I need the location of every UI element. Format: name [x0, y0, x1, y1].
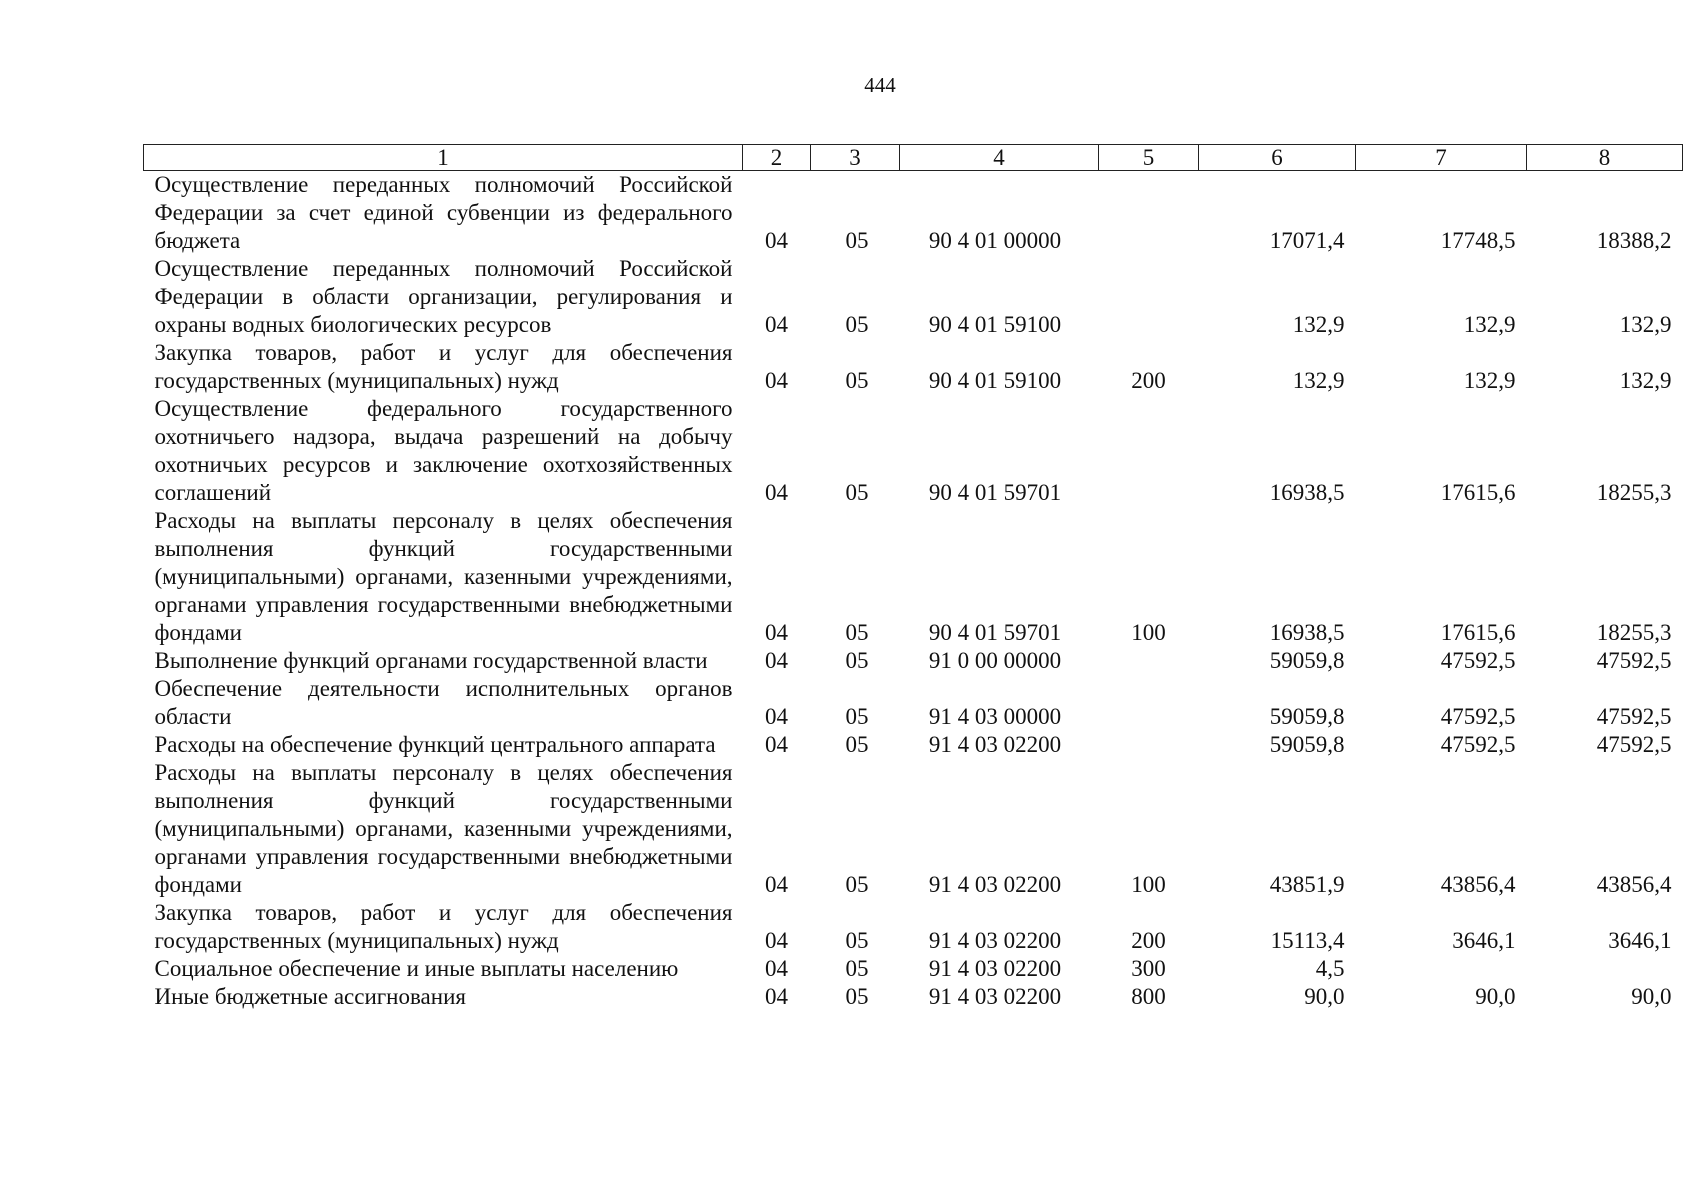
section-code: 04 — [765, 648, 788, 673]
table-row — [144, 955, 1683, 983]
table-row — [144, 731, 1683, 759]
amount-year-2 — [1356, 955, 1527, 983]
section-code: 04 — [765, 984, 788, 1009]
expense-type-code: 200 — [1131, 368, 1166, 393]
table-row — [144, 675, 1683, 731]
section-code: 04 — [765, 620, 788, 645]
section-code: 04 — [765, 368, 788, 393]
table-row — [144, 395, 1683, 507]
target-article-code: 90 4 01 59100 — [928, 312, 1062, 337]
page-number: 444 — [864, 73, 896, 97]
amount-year-1: 90,0 — [1304, 984, 1345, 1009]
target-article-code: 91 4 03 02200 — [928, 956, 1062, 981]
expense-type-code — [1099, 675, 1199, 731]
subsection-code: 05 — [845, 956, 869, 981]
amount-year-2: 132,9 — [1463, 312, 1516, 337]
section-code: 04 — [765, 480, 788, 505]
target-article-code: 91 0 00 00000 — [928, 648, 1062, 673]
subsection-code: 05 — [845, 312, 869, 337]
amount-year-3 — [1527, 955, 1683, 983]
expense-name: Иные бюджетные ассигнования — [154, 984, 466, 1009]
subsection-code: 05 — [845, 872, 869, 897]
amount-year-3: 47592,5 — [1596, 732, 1672, 757]
section-code: 04 — [765, 956, 788, 981]
amount-year-3: 43856,4 — [1596, 872, 1672, 897]
table-header — [144, 145, 1683, 171]
expense-name: Расходы на выплаты персоналу в целях обеспечения выполнения функций государственными (муниципальными) органами, казенными учреждениями, органами управления государственными внебюджетными фондами — [154, 760, 733, 897]
expense-name: Выполнение функций органами государственной власти — [154, 648, 708, 673]
expense-name: Осуществление федерального государственного охотничьего надзора, выдача разрешений на добычу охотничьих ресурсов и заключение охотхозяйственных соглашений — [154, 396, 733, 505]
expense-type-code — [1099, 395, 1199, 507]
expense-type-code — [1099, 255, 1199, 339]
table-row — [144, 339, 1683, 395]
amount-year-1: 17071,4 — [1269, 228, 1345, 253]
expense-name: Закупка товаров, работ и услуг для обеспечения государственных (муниципальных) нужд — [154, 340, 733, 393]
amount-year-1: 15113,4 — [1270, 928, 1345, 953]
amount-year-2: 43856,4 — [1440, 872, 1516, 897]
expense-name: Расходы на выплаты персоналу в целях обеспечения выполнения функций государственными (муниципальными) органами, казенными учреждениями, органами управления государственными внебюджетными фондами — [154, 508, 733, 645]
amount-year-3: 132,9 — [1619, 312, 1672, 337]
amount-year-2: 17748,5 — [1440, 228, 1516, 253]
amount-year-3: 47592,5 — [1596, 704, 1672, 729]
amount-year-2: 47592,5 — [1440, 732, 1516, 757]
expense-type-code: 100 — [1131, 872, 1166, 897]
target-article-code: 91 4 03 02200 — [928, 984, 1062, 1009]
subsection-code: 05 — [845, 704, 869, 729]
expense-type-code: 100 — [1131, 620, 1166, 645]
column-header-3: 3 — [811, 145, 900, 171]
column-header-5: 5 — [1099, 145, 1199, 171]
target-article-code: 91 4 03 02200 — [928, 928, 1062, 953]
amount-year-1: 59059,8 — [1269, 704, 1345, 729]
subsection-code: 05 — [845, 732, 869, 757]
column-header-4: 4 — [900, 145, 1099, 171]
amount-year-1: 43851,9 — [1269, 872, 1345, 897]
subsection-code: 05 — [845, 368, 869, 393]
section-code: 04 — [765, 732, 788, 757]
table-row — [144, 983, 1683, 1011]
expense-type-code: 200 — [1131, 928, 1166, 953]
amount-year-3: 47592,5 — [1596, 648, 1672, 673]
target-article-code: 90 4 01 59701 — [928, 480, 1062, 505]
amount-year-3: 132,9 — [1619, 368, 1672, 393]
expense-type-code — [1099, 731, 1199, 759]
expense-name: Осуществление переданных полномочий Российской Федерации в области организации, регулирования и охраны водных биологических ресурсов — [154, 256, 733, 337]
amount-year-1: 59059,8 — [1269, 648, 1345, 673]
amount-year-3: 18388,2 — [1596, 228, 1672, 253]
amount-year-1: 132,9 — [1292, 312, 1345, 337]
subsection-code: 05 — [845, 648, 869, 673]
amount-year-2: 90,0 — [1475, 984, 1516, 1009]
amount-year-2: 47592,5 — [1440, 648, 1516, 673]
subsection-code: 05 — [845, 984, 869, 1009]
budget-table — [143, 144, 1683, 1011]
amount-year-1: 132,9 — [1292, 368, 1345, 393]
target-article-code: 91 4 03 02200 — [928, 872, 1062, 897]
table-row — [144, 507, 1683, 647]
table-row — [144, 255, 1683, 339]
amount-year-3: 18255,3 — [1596, 620, 1672, 645]
expense-type-code — [1099, 647, 1199, 675]
amount-year-3: 18255,3 — [1596, 480, 1672, 505]
table-row — [144, 759, 1683, 899]
expense-type-code: 800 — [1131, 984, 1166, 1009]
section-code: 04 — [765, 228, 788, 253]
column-header-7: 7 — [1356, 145, 1527, 171]
header-row — [144, 145, 1683, 171]
table-row — [144, 899, 1683, 955]
amount-year-3: 3646,1 — [1608, 928, 1672, 953]
amount-year-2: 47592,5 — [1440, 704, 1516, 729]
expense-name: Осуществление переданных полномочий Российской Федерации за счет единой субвенции из федерального бюджета — [154, 172, 733, 253]
expense-name: Обеспечение деятельности исполнительных органов области — [154, 676, 733, 729]
section-code: 04 — [765, 312, 788, 337]
column-header-6: 6 — [1199, 145, 1356, 171]
section-code: 04 — [765, 872, 788, 897]
column-header-2: 2 — [743, 145, 811, 171]
amount-year-2: 3646,1 — [1452, 928, 1516, 953]
expense-name: Социальное обеспечение и иные выплаты населению — [154, 956, 679, 981]
table-row — [144, 647, 1683, 675]
amount-year-1: 16938,5 — [1269, 480, 1345, 505]
amount-year-1: 4,5 — [1315, 956, 1345, 981]
section-code: 04 — [765, 704, 788, 729]
column-header-1: 1 — [144, 145, 743, 171]
amount-year-2: 17615,6 — [1440, 620, 1516, 645]
amount-year-2: 17615,6 — [1440, 480, 1516, 505]
column-header-8: 8 — [1527, 145, 1683, 171]
expense-type-code — [1099, 171, 1199, 256]
expense-name: Расходы на обеспечение функций центрального аппарата — [154, 732, 716, 757]
amount-year-2: 132,9 — [1463, 368, 1516, 393]
target-article-code: 90 4 01 59100 — [928, 368, 1062, 393]
table-row — [144, 171, 1683, 256]
target-article-code: 91 4 03 00000 — [928, 704, 1062, 729]
target-article-code: 91 4 03 02200 — [928, 732, 1062, 757]
amount-year-3: 90,0 — [1631, 984, 1672, 1009]
subsection-code: 05 — [845, 480, 869, 505]
amount-year-1: 16938,5 — [1269, 620, 1345, 645]
target-article-code: 90 4 01 00000 — [928, 228, 1062, 253]
expense-name: Закупка товаров, работ и услуг для обеспечения государственных (муниципальных) нужд — [154, 900, 733, 953]
table-body — [144, 171, 1683, 1012]
amount-year-1: 59059,8 — [1269, 732, 1345, 757]
section-code: 04 — [765, 928, 788, 953]
subsection-code: 05 — [845, 928, 869, 953]
target-article-code: 90 4 01 59701 — [928, 620, 1062, 645]
expense-type-code: 300 — [1131, 956, 1166, 981]
subsection-code: 05 — [845, 228, 869, 253]
subsection-code: 05 — [845, 620, 869, 645]
